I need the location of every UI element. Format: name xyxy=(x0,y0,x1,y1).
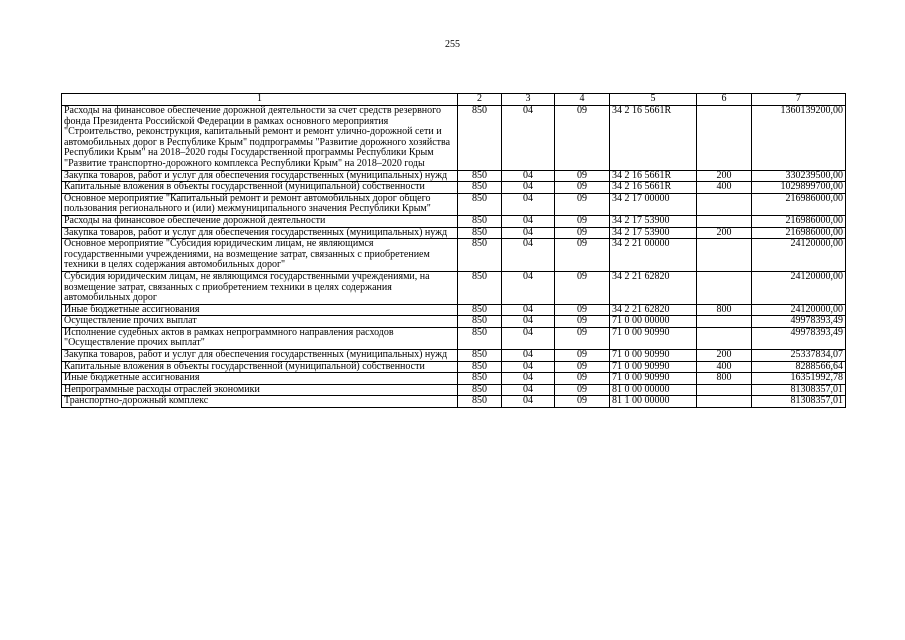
expense-name-cell: Капитальные вложения в объекты государственной (муниципальной) собственности xyxy=(62,182,458,194)
target-article-cell: 34 2 17 00000 xyxy=(610,193,697,215)
expense-type-cell: 800 xyxy=(697,373,752,385)
section-code-cell: 04 xyxy=(502,239,555,272)
amount-cell: 24120000,00 xyxy=(752,239,846,272)
expense-name-cell: Закупка товаров, работ и услуг для обеспечения государственных (муниципальных) нужд xyxy=(62,170,458,182)
amount-cell: 1029899700,00 xyxy=(752,182,846,194)
ministry-code-cell: 850 xyxy=(458,396,502,408)
subsection-code-cell: 09 xyxy=(555,227,610,239)
expense-name-cell: Основное мероприятие "Капитальный ремонт и ремонт автомобильных дорог общего пользования регионального и (или) межмуниципального значения Республики Крым" xyxy=(62,193,458,215)
subsection-code-cell: 09 xyxy=(555,361,610,373)
subsection-code-cell: 09 xyxy=(555,170,610,182)
subsection-code-cell: 09 xyxy=(555,327,610,349)
section-code-cell: 04 xyxy=(502,316,555,328)
target-article-cell: 34 2 16 5661R xyxy=(610,182,697,194)
section-code-cell: 04 xyxy=(502,396,555,408)
ministry-code-cell: 850 xyxy=(458,182,502,194)
page-number: 255 xyxy=(445,39,460,50)
subsection-code-cell: 09 xyxy=(555,316,610,328)
expense-name-cell: Осуществление прочих выплат xyxy=(62,316,458,328)
section-code-cell: 04 xyxy=(502,182,555,194)
target-article-cell: 34 2 16 5661R xyxy=(610,170,697,182)
ministry-code-cell: 850 xyxy=(458,350,502,362)
target-article-cell: 34 2 21 62820 xyxy=(610,271,697,304)
section-code-cell: 04 xyxy=(502,361,555,373)
ministry-code-cell: 850 xyxy=(458,316,502,328)
budget-table xyxy=(61,93,846,408)
section-code-cell: 04 xyxy=(502,215,555,227)
expense-type-cell xyxy=(697,193,752,215)
subsection-code-cell: 09 xyxy=(555,271,610,304)
subsection-code-cell: 09 xyxy=(555,384,610,396)
section-code-cell: 04 xyxy=(502,384,555,396)
column-header: 3 xyxy=(502,94,555,106)
table-row xyxy=(62,271,846,304)
table-row xyxy=(62,227,846,239)
table-row xyxy=(62,327,846,349)
column-header: 7 xyxy=(752,94,846,106)
amount-cell: 216986000,00 xyxy=(752,193,846,215)
expense-type-cell xyxy=(697,316,752,328)
expense-name-cell: Закупка товаров, работ и услуг для обеспечения государственных (муниципальных) нужд xyxy=(62,350,458,362)
expense-name-cell: Основное мероприятие "Субсидия юридическим лицам, не являющимся государственными учреждениями, на возмещение затрат, связанных с приобретением техники в целях содержания автомобильных дорог" xyxy=(62,239,458,272)
expense-name-cell: Расходы на финансовое обеспечение дорожной деятельности за счет средств резервного фонда Президента Российской Федерации в рамках основного мероприятия "Строительство, реконструкция, капитальный ремонт и ремонт улично-дорожной сети и автомобильных дорог в Республике Крым" подпрограммы "Развитие дорожного хозяйства Республики Крым" на 2018–2020 годы Государственной программы Республики Крым "Развитие транспортно-дорожного комплекса Республики Крым" на 2018–2020 годы xyxy=(62,106,458,171)
expense-name-cell: Субсидия юридическим лицам, не являющимся государственными учреждениями, на возмещение затрат, связанных с приобретением техники в целях содержания автомобильных дорог xyxy=(62,271,458,304)
amount-cell: 25337834,07 xyxy=(752,350,846,362)
expense-type-cell: 400 xyxy=(697,182,752,194)
expense-type-cell xyxy=(697,384,752,396)
ministry-code-cell: 850 xyxy=(458,327,502,349)
section-code-cell: 04 xyxy=(502,327,555,349)
ministry-code-cell: 850 xyxy=(458,361,502,373)
target-article-cell: 34 2 17 53900 xyxy=(610,227,697,239)
column-header: 6 xyxy=(697,94,752,106)
target-article-cell: 71 0 00 90990 xyxy=(610,361,697,373)
expense-type-cell xyxy=(697,215,752,227)
ministry-code-cell: 850 xyxy=(458,215,502,227)
table-row xyxy=(62,304,846,316)
amount-cell: 330239500,00 xyxy=(752,170,846,182)
table-row xyxy=(62,396,846,408)
subsection-code-cell: 09 xyxy=(555,304,610,316)
section-code-cell: 04 xyxy=(502,304,555,316)
table-row xyxy=(62,193,846,215)
section-code-cell: 04 xyxy=(502,350,555,362)
expense-type-cell xyxy=(697,239,752,272)
table-row xyxy=(62,361,846,373)
expense-type-cell xyxy=(697,327,752,349)
table-row xyxy=(62,106,846,171)
amount-cell: 8288566,64 xyxy=(752,361,846,373)
amount-cell: 1360139200,00 xyxy=(752,106,846,171)
expense-type-cell: 400 xyxy=(697,361,752,373)
table-row xyxy=(62,239,846,272)
target-article-cell: 34 2 21 00000 xyxy=(610,239,697,272)
target-article-cell: 71 0 00 90990 xyxy=(610,327,697,349)
target-article-cell: 34 2 16 5661R xyxy=(610,106,697,171)
section-code-cell: 04 xyxy=(502,106,555,171)
target-article-cell: 81 0 00 00000 xyxy=(610,384,697,396)
table-row xyxy=(62,350,846,362)
table-row xyxy=(62,373,846,385)
amount-cell: 81308357,01 xyxy=(752,396,846,408)
table-row xyxy=(62,170,846,182)
amount-cell: 49978393,49 xyxy=(752,316,846,328)
amount-cell: 81308357,01 xyxy=(752,384,846,396)
expense-type-cell xyxy=(697,271,752,304)
section-code-cell: 04 xyxy=(502,170,555,182)
target-article-cell: 34 2 21 62820 xyxy=(610,304,697,316)
amount-cell: 24120000,00 xyxy=(752,304,846,316)
column-header: 4 xyxy=(555,94,610,106)
target-article-cell: 71 0 00 00000 xyxy=(610,316,697,328)
column-header: 1 xyxy=(62,94,458,106)
subsection-code-cell: 09 xyxy=(555,373,610,385)
section-code-cell: 04 xyxy=(502,271,555,304)
amount-cell: 216986000,00 xyxy=(752,227,846,239)
expense-name-cell: Капитальные вложения в объекты государственной (муниципальной) собственности xyxy=(62,361,458,373)
target-article-cell: 71 0 00 90990 xyxy=(610,373,697,385)
amount-cell: 24120000,00 xyxy=(752,271,846,304)
column-header: 5 xyxy=(610,94,697,106)
table-header-row xyxy=(62,94,846,106)
subsection-code-cell: 09 xyxy=(555,193,610,215)
column-header: 2 xyxy=(458,94,502,106)
table-row xyxy=(62,384,846,396)
section-code-cell: 04 xyxy=(502,193,555,215)
amount-cell: 216986000,00 xyxy=(752,215,846,227)
subsection-code-cell: 09 xyxy=(555,182,610,194)
table-row xyxy=(62,215,846,227)
expense-type-cell: 800 xyxy=(697,304,752,316)
expense-name-cell: Непрограммные расходы отраслей экономики xyxy=(62,384,458,396)
amount-cell: 49978393,49 xyxy=(752,327,846,349)
ministry-code-cell: 850 xyxy=(458,384,502,396)
amount-cell: 16351992,78 xyxy=(752,373,846,385)
subsection-code-cell: 09 xyxy=(555,396,610,408)
subsection-code-cell: 09 xyxy=(555,215,610,227)
expense-type-cell: 200 xyxy=(697,350,752,362)
ministry-code-cell: 850 xyxy=(458,271,502,304)
subsection-code-cell: 09 xyxy=(555,350,610,362)
section-code-cell: 04 xyxy=(502,227,555,239)
expense-name-cell: Расходы на финансовое обеспечение дорожной деятельности xyxy=(62,215,458,227)
ministry-code-cell: 850 xyxy=(458,106,502,171)
expense-type-cell: 200 xyxy=(697,227,752,239)
ministry-code-cell: 850 xyxy=(458,239,502,272)
table-row xyxy=(62,316,846,328)
subsection-code-cell: 09 xyxy=(555,239,610,272)
expense-name-cell: Закупка товаров, работ и услуг для обеспечения государственных (муниципальных) нужд xyxy=(62,227,458,239)
ministry-code-cell: 850 xyxy=(458,170,502,182)
expense-name-cell: Иные бюджетные ассигнования xyxy=(62,304,458,316)
expense-type-cell xyxy=(697,396,752,408)
ministry-code-cell: 850 xyxy=(458,193,502,215)
ministry-code-cell: 850 xyxy=(458,373,502,385)
target-article-cell: 34 2 17 53900 xyxy=(610,215,697,227)
target-article-cell: 71 0 00 90990 xyxy=(610,350,697,362)
table-row xyxy=(62,182,846,194)
expense-name-cell: Исполнение судебных актов в рамках непрограммного направления расходов "Осуществление прочих выплат" xyxy=(62,327,458,349)
subsection-code-cell: 09 xyxy=(555,106,610,171)
expense-type-cell xyxy=(697,106,752,171)
expense-name-cell: Иные бюджетные ассигнования xyxy=(62,373,458,385)
expense-name-cell: Транспортно-дорожный комплекс xyxy=(62,396,458,408)
target-article-cell: 81 1 00 00000 xyxy=(610,396,697,408)
section-code-cell: 04 xyxy=(502,373,555,385)
ministry-code-cell: 850 xyxy=(458,227,502,239)
expense-type-cell: 200 xyxy=(697,170,752,182)
ministry-code-cell: 850 xyxy=(458,304,502,316)
